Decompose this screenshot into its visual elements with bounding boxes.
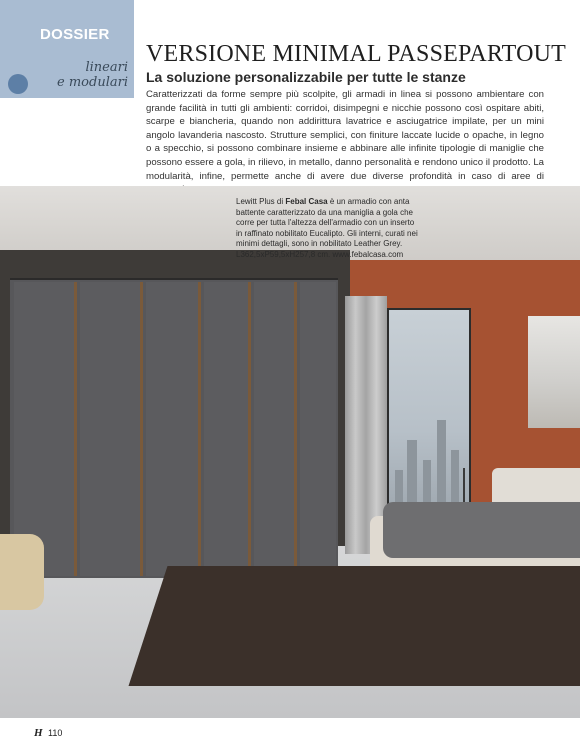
- wardrobe-door: [80, 282, 143, 576]
- photo-window: [387, 308, 471, 532]
- magazine-logo: H: [34, 727, 43, 739]
- article-body: Caratterizzati da forme sempre più scolpite, gli armadi in linea si possono ambientare con grande facilità in tutti gli ambienti: corridoi, disimpegni e nicchie possono così ospitare abiti, scarpe e biancheria, quando non addirittura lavatrice e asciugatrice impilate, per un mini angolo lavanderia nascosto. Strutture semplici, con finiture laccate lucide o opache, in legno o a specchio, si possono combinare insieme e abbinare alle infinite tipologie di maniglie che possono essere a gola, in rilievo, in metallo, danno personalità e rendono unico il prodotto. La modularità, infine, permette anche di avere due diverse profondità in caso di aree di: [146, 89, 544, 182]
- wardrobe-photo: [0, 186, 580, 718]
- wardrobe-door: [146, 282, 201, 576]
- section-tagline-line2: e modulari: [57, 75, 128, 90]
- photo-rug: [129, 566, 580, 686]
- wardrobe-door: [204, 282, 251, 576]
- wardrobe-door: [300, 282, 336, 576]
- section-label: DOSSIER: [40, 26, 110, 43]
- caption-brand: Febal Casa: [285, 197, 328, 206]
- photo-painting: [528, 316, 580, 428]
- caption-prefix: Lewitt Plus di: [236, 197, 286, 206]
- wardrobe-door: [14, 282, 77, 576]
- wardrobe-door: [254, 282, 297, 576]
- wardrobe: [10, 278, 338, 578]
- article-title: VERSIONE MINIMAL PASSEPARTOUT: [146, 41, 566, 67]
- page-number: 110: [48, 728, 63, 738]
- photo-duvet: [383, 502, 580, 558]
- section-dot-icon: [8, 74, 28, 94]
- caption-text: è un armadio con anta battente caratterizzato da una maniglia a gola che corre per tutta l'altezza dell'armadio con un inserto in raffinato nobilitato Eucalipto. Gli interni, curati nei minimi dettagli, sono in nobilitato Leather Grey. L362,5xP59,5xH257,8 cm. www.febalcasa.com: [236, 197, 418, 259]
- photo-caption: [236, 197, 422, 261]
- section-tagline: [28, 60, 128, 90]
- photo-pouf: [0, 534, 44, 610]
- article-subtitle: La soluzione personalizzabile per tutte le stanze: [146, 69, 466, 85]
- section-tagline-line1: lineari: [85, 60, 128, 75]
